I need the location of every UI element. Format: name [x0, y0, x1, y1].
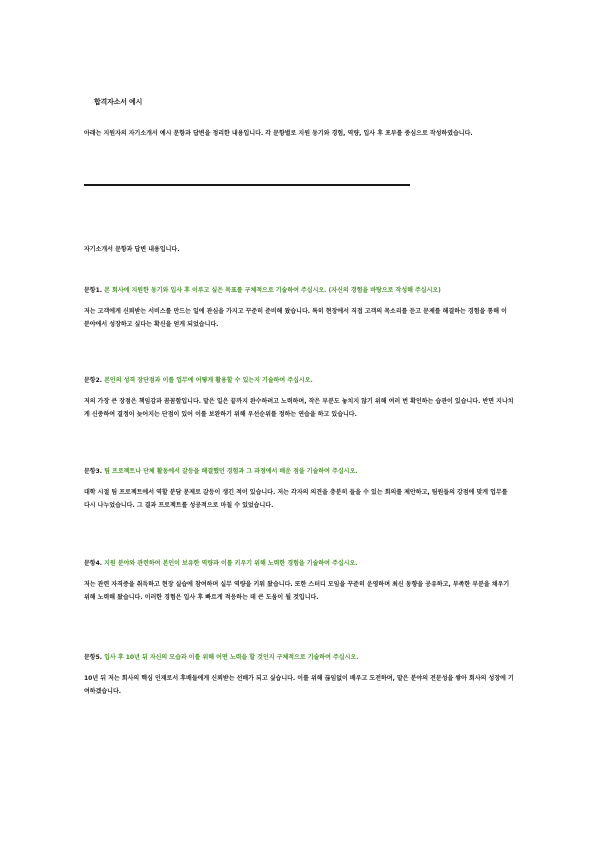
answer-2: 저의 가장 큰 장점은 책임감과 꼼꼼함입니다. 맡은 일은 끝까지 완수하려고 노력하며, 작은 부분도 놓치지 않기 위해 여러 번 확인하는 습관이 있습니다. 반면 지나치게 신중하여 결정이 늦어지는 단점이 있어 이를 보완하기 위해 우선순위를 정하는 연습을 하고 있습니다.	[84, 398, 514, 418]
question-text: 팀 프로젝트나 단체 활동에서 갈등을 해결했던 경험과 그 과정에서 배운 점을 기술하여 주십시오.	[104, 468, 358, 475]
answer-5: 10년 뒤 저는 회사의 핵심 인재로서 후배들에게 신뢰받는 선배가 되고 싶습니다. 이를 위해 끊임없이 배우고 도전하며, 맡은 분야의 전문성을 쌓아 회사의 성장에 기여하겠습니다.	[84, 675, 514, 695]
question-1	[84, 285, 514, 296]
question-4	[84, 558, 514, 569]
question-section-4	[84, 558, 514, 604]
document-intro: 아래는 지원자의 자기소개서 예시 문항과 답변을 정리한 내용입니다. 각 문항별로 지원 동기와 경험, 역량, 입사 후 포부를 중심으로 작성하였습니다.	[84, 130, 473, 137]
question-text: 지원 분야와 관련하여 본인이 보유한 역량과 이를 키우기 위해 노력한 경험을 기술하여 주십시오.	[104, 560, 358, 567]
answer-3: 대학 시절 팀 프로젝트에서 역할 분담 문제로 갈등이 생긴 적이 있습니다. 저는 각자의 의견을 충분히 들을 수 있는 회의를 제안하고, 팀원들의 강점에 맞게 업무를 다시 나누었습니다. 그 결과 프로젝트를 성공적으로 마칠 수 있었습니다.	[84, 489, 508, 509]
document-title: 합격자소서 예시	[94, 98, 143, 106]
question-text: 입사 후 10년 뒤 자신의 모습과 이를 위해 어떤 노력을 할 것인지 구체적으로 기술하여 주십시오.	[104, 654, 359, 661]
title-divider	[84, 184, 410, 186]
lead-sentence: 자기소개서 문항과 답변 내용입니다.	[84, 246, 180, 253]
question-3	[84, 466, 514, 477]
question-5	[84, 652, 514, 663]
answer-4: 저는 관련 자격증을 취득하고 현장 실습에 참여하며 실무 역량을 키워 왔습니다. 또한 스터디 모임을 꾸준히 운영하며 최신 동향을 공유하고, 부족한 부분을 채우기 위해 노력해 왔습니다. 이러한 경험은 입사 후 빠르게 적응하는 데 큰 도움이 될 것입니다.	[84, 581, 510, 601]
question-text: 본인의 성격 장단점과 이를 업무에 어떻게 활용할 수 있는지 기술하여 주십시오.	[104, 377, 313, 384]
answer-1: 저는 고객에게 신뢰받는 서비스를 만드는 일에 관심을 가지고 꾸준히 준비해 왔습니다. 특히 현장에서 직접 고객의 목소리를 듣고 문제를 해결하는 경험을 통해 이 분야에서 성장하고 싶다는 확신을 얻게 되었습니다.	[84, 308, 507, 328]
question-section-1	[84, 285, 514, 331]
question-number: 문항4.	[84, 560, 103, 567]
question-2	[84, 375, 514, 386]
question-number: 문항3.	[84, 468, 103, 475]
question-section-5	[84, 652, 514, 698]
question-number: 문항2.	[84, 377, 103, 384]
question-number: 문항1.	[84, 287, 103, 294]
question-section-3	[84, 466, 514, 512]
question-number: 문항5.	[84, 654, 103, 661]
question-section-2	[84, 375, 514, 421]
question-text: 본 회사에 지원한 동기와 입사 후 이루고 싶은 목표를 구체적으로 기술하여 주십시오. (자신의 경험을 바탕으로 작성해 주십시오)	[104, 287, 441, 294]
